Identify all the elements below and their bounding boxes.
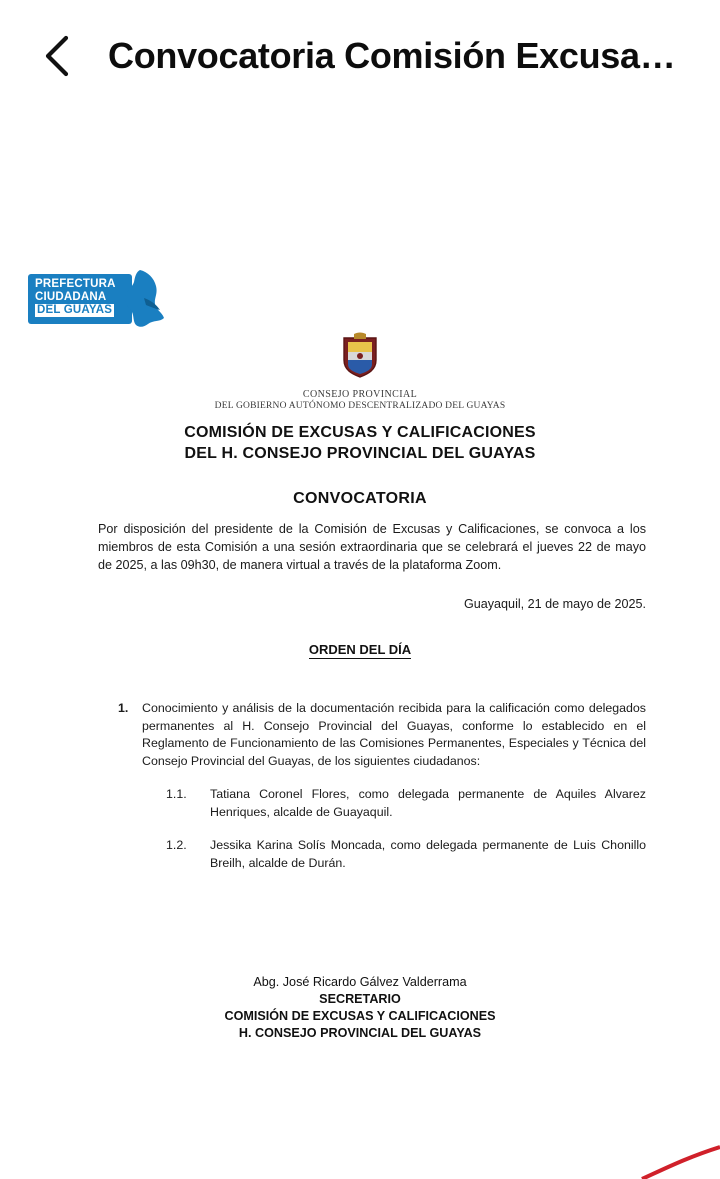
body-paragraph: Por disposición del presidente de la Comisión de Excusas y Calificaciones, se convoca a los miembros de esta Comisión a una sesión extraordinaria que se celebrará el jueves 22 de mayo de 2025, a las 09h30, de manera virtual a través de la plataforma Zoom. [98,522,646,572]
logo-line-2: CIUDADANA [35,290,107,303]
council-line-2: DEL GOBIERNO AUTÓNOMO DESCENTRALIZADO DEL GUAYAS [214,401,506,411]
prefectura-logo [28,268,168,330]
subitem-number: 1.1. [166,787,187,801]
subitem-text: Jessika Karina Solís Moncada, como delegada permanente de Luis Chonillo Breilh, alcalde de Durán. [210,838,646,870]
council-line-1: CONSEJO PROVINCIAL [302,389,418,400]
guayas-map-icon [120,268,168,330]
signature-council: H. CONSEJO PROVINCIAL DEL GUAYAS [238,1026,482,1040]
agenda-subitems [118,786,646,872]
list-item [166,786,646,821]
crest-block [0,332,720,411]
logo-line-3: DEL GUAYAS [37,304,113,316]
signature-block [0,974,720,1042]
back-button[interactable] [30,28,86,84]
item-text: Conocimiento y análisis de la documentación recibida para la calificación como delegados permanentes al H. Consejo Provincial del Guayas, conforme lo establecido en el Reglamento de Funcionamiento de las Comisiones Permanentes, Especiales y Técnica del Consejo Provincial del Guayas, de los siguientes ciudadanos: [142,701,646,768]
logo-line-1: PREFECTURA [35,278,116,290]
chevron-left-icon [41,33,75,79]
agenda-items [118,700,646,888]
page-title: Convocatoria Comisión Excusa… [108,35,676,76]
signature-name: Abg. José Ricardo Gálvez Valderrama [253,975,467,989]
subitem-text: Tatiana Coronel Flores, como delegada permanente de Aquiles Alvarez Henriques, alcalde de Guayaquil. [210,787,646,819]
agenda-title-text: ORDEN DEL DÍA [308,642,412,657]
signature-commission: COMISIÓN DE EXCUSAS Y CALIFICACIONES [224,1009,496,1023]
heading-line-2: DEL H. CONSEJO PROVINCIAL DEL GUAYAS [184,445,536,462]
signature-role: SECRETARIO [319,992,401,1006]
document-heading [0,422,720,508]
document-page[interactable] [0,112,720,1179]
list-item [118,700,646,770]
decorative-swoosh [630,1143,720,1179]
item-number: 1. [118,701,129,715]
subitem-number: 1.2. [166,838,187,852]
list-item [166,837,646,872]
heading-subtitle: CONVOCATORIA [293,490,427,507]
logo-text [35,278,116,317]
agenda-title [0,642,720,657]
app-bar [0,0,720,112]
place-and-date: Guayaquil, 21 de mayo de 2025. [463,597,646,611]
coat-of-arms-icon [338,332,382,378]
heading-line-1: COMISIÓN DE EXCUSAS Y CALIFICACIONES [184,424,536,441]
